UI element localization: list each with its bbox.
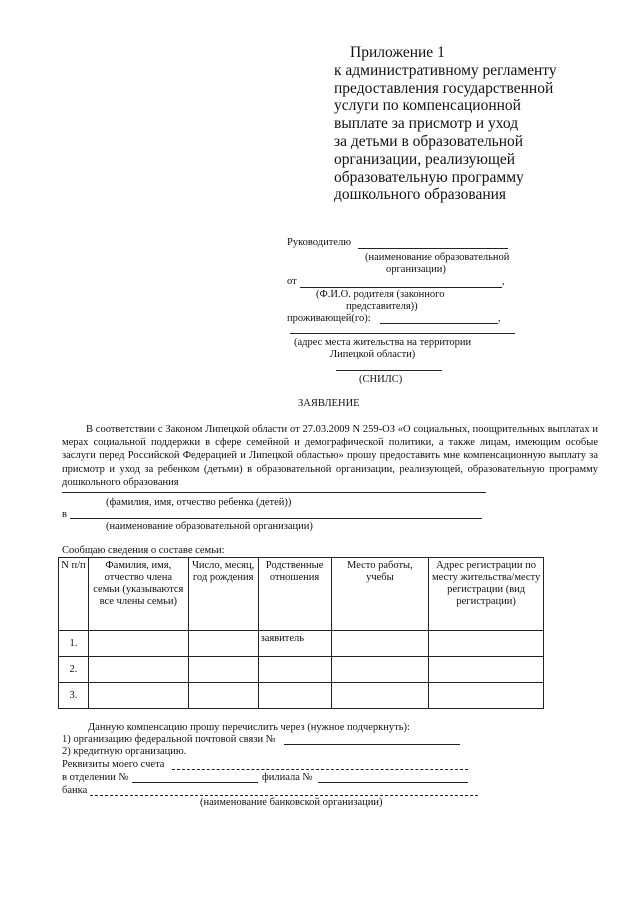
appendix-heading [334,44,557,204]
snils-caption: (СНИЛС) [359,374,403,385]
family-table [58,557,544,709]
table-row [59,657,544,683]
bank-name-field[interactable] [90,795,478,796]
payment-intro: Данную компенсацию прошу перечислить через (нужное подчеркнуть): [88,722,410,733]
address-cell[interactable] [429,683,544,709]
org-field[interactable] [70,518,482,519]
col-header-workplace: Место работы, учебы [331,558,429,631]
from-fio-field[interactable] [300,287,502,288]
org-caption: (наименование образовательной организации) [106,521,313,532]
table-row [59,631,544,657]
relation-cell[interactable] [258,683,331,709]
payment-option-bank[interactable]: 2) кредитную организацию. [62,746,187,757]
row-number: 3. [59,683,89,709]
child-caption: (фамилия, имя, отчество ребенка (детей)) [106,497,292,508]
from-label: от [287,276,297,287]
address-caption-line2: Липецкой области) [330,349,416,360]
address-caption-line1: (адрес места жительства на территории [294,337,472,348]
workplace-cell[interactable] [331,631,429,657]
fio-caption-line2: представителя)) [346,301,418,312]
appendix-line: услуги по компенсационной [334,97,521,115]
row-number: 2. [59,657,89,683]
from-comma: , [502,276,505,287]
appendix-line: дошкольного образования [334,186,507,204]
table-row [59,683,544,709]
post-office-number-field[interactable] [284,744,460,745]
col-header-address: Адрес регистрации по месту жительства/месту регистрации (вид регистрации) [429,558,544,631]
filial-number-field[interactable] [318,782,468,783]
family-table-header [59,558,544,631]
filial-label: филиала № [262,772,313,783]
account-field[interactable] [172,769,468,770]
appendix-line: к административному регламенту [334,61,557,79]
residing-label: проживающей(го): [287,313,371,324]
org-caption-line2: организации) [386,264,446,275]
relation-cell[interactable] [258,657,331,683]
snils-field[interactable] [336,370,442,371]
org-name-field[interactable] [358,248,508,249]
org-caption-line1: (наименование образовательной [365,252,510,263]
appendix-line: предоставления государственной [334,79,554,97]
bank-caption: (наименование банковской организации) [200,797,383,808]
name-cell[interactable] [88,631,188,657]
appendix-line: выплате за присмотр и уход [334,115,519,133]
appendix-line: организации, реализующей [334,150,516,168]
appendix-line: за детьми в образовательной [334,132,524,150]
residing-comma: , [498,313,501,324]
child-name-field[interactable] [62,492,486,493]
payment-option-post[interactable]: 1) организацию федеральной почтовой связи № [62,734,276,745]
col-header-birthdate: Число, месяц, год рождения [188,558,258,631]
account-label: Реквизиты моего счета [62,759,165,770]
address-cell[interactable] [429,657,544,683]
address-field[interactable] [290,333,515,334]
document-title: ЗАЯВЛЕНИЕ [298,398,360,409]
col-header-name: Фамилия, имя, отчество члена семьи (указываются все члены семьи) [88,558,188,631]
col-header-number: N п/п [59,558,89,631]
bank-label: банка [62,785,88,796]
row-number: 1. [59,631,89,657]
appendix-line: Приложение 1 [350,44,445,61]
col-header-relation: Родственные отношения [258,558,331,631]
fio-caption-line1: (Ф.И.О. родителя (законного [316,289,445,300]
relation-cell[interactable]: заявитель [258,631,331,657]
to-label: Руководителю [287,237,352,248]
birthdate-cell[interactable] [188,631,258,657]
family-intro: Сообщаю сведения о составе семьи: [62,545,225,556]
statement-paragraph: В соответствии с Законом Липецкой области от 27.03.2009 N 259-ОЗ «О социальных, поощрительных выплатах и мерах социальной поддержки в сфере семейной и демографической политики, а также лицам, имеющим особые заслуги перед Российской Федерацией и Липецкой областью» прошу предоставить мне компенсационную выплату за присмотр и уход за ребенком (детьми) в образовательной организации, реализующей, образовательную программу дошкольного образования [62,424,598,488]
branch-number-field[interactable] [132,782,258,783]
name-cell[interactable] [88,683,188,709]
branch-label: в отделении № [62,772,129,783]
in-label: в [62,509,67,520]
appendix-line: образовательную программу [334,168,524,186]
address-cell[interactable] [429,631,544,657]
workplace-cell[interactable] [331,683,429,709]
birthdate-cell[interactable] [188,657,258,683]
workplace-cell[interactable] [331,657,429,683]
residing-field[interactable] [380,323,498,324]
birthdate-cell[interactable] [188,683,258,709]
name-cell[interactable] [88,657,188,683]
